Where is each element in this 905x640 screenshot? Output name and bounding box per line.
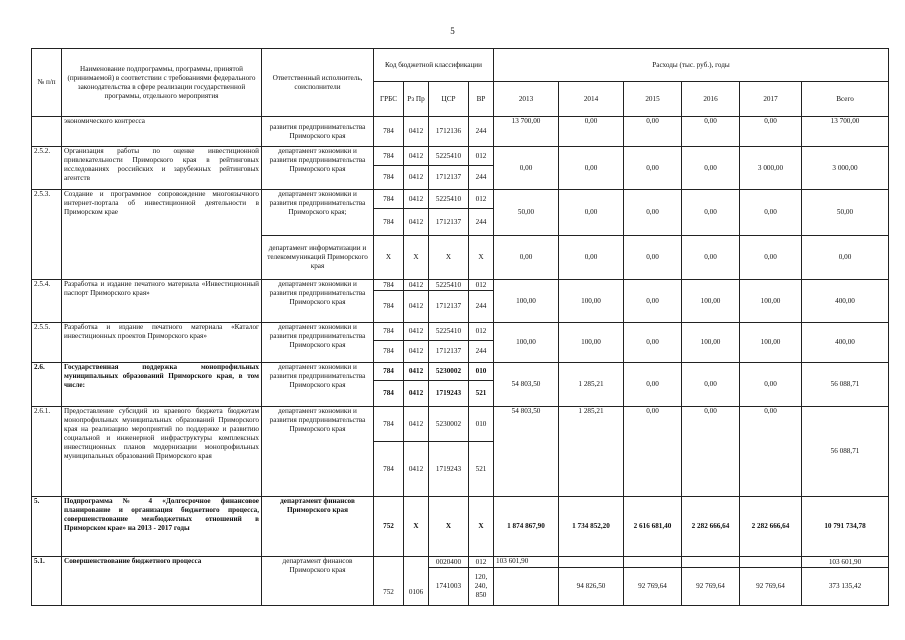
cell-2014 xyxy=(559,557,624,568)
cell-grbs: 752 xyxy=(374,497,404,557)
cell-2014: 100,00 xyxy=(559,323,624,363)
cell-csr: X xyxy=(429,497,469,557)
cell-vr: 012 xyxy=(469,280,494,291)
cell-total: 50,00 xyxy=(802,190,889,236)
cell-total: 3 000,00 xyxy=(802,147,889,190)
cell-executor: департамент финансов Приморского края xyxy=(262,497,374,557)
table-row xyxy=(32,190,889,209)
cell-executor: департамент экономики и развития предпринимательства Приморского края xyxy=(262,147,374,190)
cell-vr: 244 xyxy=(469,209,494,236)
cell-vr: 012 xyxy=(469,147,494,166)
cell-vr: X xyxy=(469,236,494,280)
cell-vr xyxy=(469,568,494,606)
cell-rzpr: 0106 xyxy=(404,557,429,606)
cell-num: 2.5.5. xyxy=(32,323,62,363)
cell-csr: 1719243 xyxy=(429,381,469,407)
cell-2013: 1 874 867,90 xyxy=(494,497,559,557)
cell-2013: 100,00 xyxy=(494,323,559,363)
cell-csr: 5230002 xyxy=(429,363,469,381)
header-2017: 2017 xyxy=(740,82,802,117)
cell-grbs: 784 xyxy=(374,381,404,407)
cell-name: экономического контресса xyxy=(62,117,262,147)
cell-vr: 012 xyxy=(469,557,494,568)
cell-rzpr: 0412 xyxy=(404,381,429,407)
cell-2015 xyxy=(624,557,682,568)
cell-2017: 0,00 xyxy=(740,236,802,280)
cell-csr: 1712136 xyxy=(429,117,469,147)
table-row xyxy=(32,557,889,568)
cell-rzpr: 0412 xyxy=(404,323,429,341)
cell-name: Совершенствование бюджетного процесса xyxy=(62,557,262,606)
header-vr: ВР xyxy=(469,82,494,117)
table-row xyxy=(32,147,889,166)
cell-rzpr: 0412 xyxy=(404,209,429,236)
cell-2016: 100,00 xyxy=(682,280,740,323)
header-2013: 2013 xyxy=(494,82,559,117)
cell-vr: 244 xyxy=(469,117,494,147)
cell-grbs: 784 xyxy=(374,291,404,323)
cell-2015: 0,00 xyxy=(624,407,682,497)
header-rzpr: Рз Пр xyxy=(404,82,429,117)
cell-name: Предоставление субсидий из краевого бюджета бюджетам монопрофильных муниципальных образований Приморского края на реализацию мероприятий по поддержке и развитию социальной и инженерной инфраструктуры комплексных инвестиционных планов модернизации монопрофильных муниципальных образований Приморского края xyxy=(62,407,262,497)
cell-vr: 244 xyxy=(469,341,494,363)
cell-2016: 0,00 xyxy=(682,147,740,190)
vr-code: 120, xyxy=(474,573,488,581)
cell-total: 13 700,00 xyxy=(802,117,889,147)
cell-name: Разработка и издание печатного материала «Каталог инвестиционных проектов Приморского края» xyxy=(62,323,262,363)
cell-total: 400,00 xyxy=(802,323,889,363)
cell-executor: департамент экономики и развития предпринимательства Приморского края xyxy=(262,407,374,497)
cell-total: 10 791 734,78 xyxy=(802,497,889,557)
header-name: Наименование подпрограммы, программы, принятой (принимаемой) в соответствии с требованиями федерального законодательства в сфере реализации государственной программы, отдельного мероприятия xyxy=(62,49,262,117)
cell-csr: 5225410 xyxy=(429,147,469,166)
table-row xyxy=(32,407,889,442)
cell-2014: 0,00 xyxy=(559,117,624,147)
cell-executor: департамент информатизации и телекоммуникаций Приморского края xyxy=(262,236,374,280)
header-2016: 2016 xyxy=(682,82,740,117)
cell-name: Государственная поддержка монопрофильных муниципальных образований Приморского края, в том числе: xyxy=(62,363,262,407)
header-total: Всего xyxy=(802,82,889,117)
cell-2016: 92 769,64 xyxy=(682,568,740,606)
cell-name: Создание и программное сопровождение многоязычного интернет-портала об инвестиционной деятельности в Приморском крае xyxy=(62,190,262,280)
cell-2016: 100,00 xyxy=(682,323,740,363)
cell-executor: департамент экономики и развития предпринимательства Приморского края xyxy=(262,323,374,363)
cell-rzpr: 0412 xyxy=(404,291,429,323)
cell-executor: департамент экономики и развития предпринимательства Приморского края; xyxy=(262,190,374,236)
header-grbs: ГРБС xyxy=(374,82,404,117)
cell-2014: 100,00 xyxy=(559,280,624,323)
cell-2013 xyxy=(494,568,559,606)
header-expenses: Расходы (тыс. руб.), годы xyxy=(494,49,889,82)
cell-csr: 1741003 xyxy=(429,568,469,606)
budget-table xyxy=(31,48,889,606)
cell-total: 56 088,71 xyxy=(802,363,889,407)
cell-grbs: 784 xyxy=(374,209,404,236)
table-row xyxy=(32,497,889,557)
header-num: № п/п xyxy=(32,49,62,117)
cell-num: 2.5.3. xyxy=(32,190,62,280)
cell-2017: 0,00 xyxy=(740,190,802,236)
cell-executor: департамент экономики и развития предпринимательства Приморского края xyxy=(262,363,374,407)
cell-executor: департамент финансов Приморского края xyxy=(262,557,374,606)
cell-vr: 521 xyxy=(469,442,494,497)
header-row xyxy=(32,49,889,82)
header-csr: ЦСР xyxy=(429,82,469,117)
cell-2016: 0,00 xyxy=(682,363,740,407)
cell-executor: развития предпринимательства Приморского края xyxy=(262,117,374,147)
cell-num: 2.6. xyxy=(32,363,62,407)
cell-2014: 1 285,21 xyxy=(559,407,624,497)
cell-2014: 1 285,21 xyxy=(559,363,624,407)
cell-vr: 010 xyxy=(469,363,494,381)
cell-2015: 92 769,64 xyxy=(624,568,682,606)
cell-num: 2.5.4. xyxy=(32,280,62,323)
cell-num: 5.1. xyxy=(32,557,62,606)
cell-grbs: 784 xyxy=(374,147,404,166)
cell-csr: 5230002 xyxy=(429,407,469,442)
cell-2014: 0,00 xyxy=(559,236,624,280)
cell-csr: X xyxy=(429,236,469,280)
cell-2016: 0,00 xyxy=(682,407,740,497)
cell-csr: 5225410 xyxy=(429,323,469,341)
cell-2014: 1 734 852,20 xyxy=(559,497,624,557)
cell-executor: департамент экономики и развития предпринимательства Приморского края xyxy=(262,280,374,323)
cell-grbs: X xyxy=(374,236,404,280)
cell-2016 xyxy=(682,557,740,568)
cell-vr: X xyxy=(469,497,494,557)
cell-2017: 0,00 xyxy=(740,407,802,497)
cell-grbs: 784 xyxy=(374,363,404,381)
table-row xyxy=(32,323,889,341)
header-budget-code: Код бюджетной классификации xyxy=(374,49,494,82)
cell-csr: 1712137 xyxy=(429,209,469,236)
cell-vr: 012 xyxy=(469,323,494,341)
cell-rzpr: 0412 xyxy=(404,117,429,147)
cell-rzpr: 0412 xyxy=(404,442,429,497)
cell-csr: 5225410 xyxy=(429,190,469,209)
cell-grbs: 784 xyxy=(374,117,404,147)
cell-2015: 0,00 xyxy=(624,117,682,147)
table-row xyxy=(32,280,889,291)
page-number: 5 xyxy=(450,26,455,36)
cell-rzpr: 0412 xyxy=(404,280,429,291)
vr-code: 850 xyxy=(475,591,487,599)
cell-rzpr: 0412 xyxy=(404,190,429,209)
cell-vr: 521 xyxy=(469,381,494,407)
cell-rzpr: 0412 xyxy=(404,407,429,442)
cell-vr: 012 xyxy=(469,190,494,209)
cell-num: 5. xyxy=(32,497,62,557)
header-2015: 2015 xyxy=(624,82,682,117)
cell-2017 xyxy=(740,557,802,568)
cell-2017: 100,00 xyxy=(740,323,802,363)
cell-2013: 100,00 xyxy=(494,280,559,323)
cell-rzpr: 0412 xyxy=(404,341,429,363)
cell-2015: 0,00 xyxy=(624,236,682,280)
cell-total: 0,00 xyxy=(802,236,889,280)
cell-2017: 2 282 666,64 xyxy=(740,497,802,557)
cell-total: 103 601,90 xyxy=(802,557,889,568)
cell-grbs: 784 xyxy=(374,341,404,363)
cell-rzpr: 0412 xyxy=(404,363,429,381)
cell-2015: 0,00 xyxy=(624,190,682,236)
cell-2013: 50,00 xyxy=(494,190,559,236)
cell-grbs: 784 xyxy=(374,442,404,497)
cell-2013: 0,00 xyxy=(494,236,559,280)
cell-rzpr: X xyxy=(404,236,429,280)
cell-csr: 5225410 xyxy=(429,280,469,291)
cell-total: 56 088,71 xyxy=(802,407,889,497)
cell-num: 2.5.2. xyxy=(32,147,62,190)
cell-num: 2.6.1. xyxy=(32,407,62,497)
cell-grbs: 784 xyxy=(374,190,404,209)
cell-2015: 0,00 xyxy=(624,147,682,190)
cell-2013: 103 601,90 xyxy=(494,557,559,568)
cell-2016: 0,00 xyxy=(682,190,740,236)
cell-2016: 0,00 xyxy=(682,236,740,280)
cell-2013: 0,00 xyxy=(494,147,559,190)
table-row xyxy=(32,363,889,381)
cell-rzpr: 0412 xyxy=(404,166,429,190)
cell-2014: 0,00 xyxy=(559,147,624,190)
cell-csr: 1712137 xyxy=(429,291,469,323)
cell-csr: 1712137 xyxy=(429,341,469,363)
cell-csr: 1719243 xyxy=(429,442,469,497)
cell-csr: 0020400 xyxy=(429,557,469,568)
cell-2017: 100,00 xyxy=(740,280,802,323)
cell-2017: 92 769,64 xyxy=(740,568,802,606)
cell-2017: 3 000,00 xyxy=(740,147,802,190)
cell-2015: 0,00 xyxy=(624,323,682,363)
cell-csr: 1712137 xyxy=(429,166,469,190)
table-row xyxy=(32,117,889,147)
cell-total: 373 135,42 xyxy=(802,568,889,606)
cell-2015: 0,00 xyxy=(624,363,682,407)
vr-code: 240, xyxy=(474,582,488,590)
cell-num xyxy=(32,117,62,147)
cell-name: Разработка и издание печатного материала «Инвестиционный паспорт Приморского края» xyxy=(62,280,262,323)
cell-2015: 0,00 xyxy=(624,280,682,323)
cell-vr: 244 xyxy=(469,291,494,323)
cell-2017: 0,00 xyxy=(740,363,802,407)
cell-2015: 2 616 681,40 xyxy=(624,497,682,557)
cell-total: 400,00 xyxy=(802,280,889,323)
cell-grbs: 784 xyxy=(374,407,404,442)
cell-grbs: 784 xyxy=(374,323,404,341)
cell-2017: 0,00 xyxy=(740,117,802,147)
cell-name: Организация работы по оценке инвестиционной привлекательности Приморского края в рейтинговых исследованиях российских и зарубежных рейтинговых агентств xyxy=(62,147,262,190)
cell-grbs: 784 xyxy=(374,166,404,190)
cell-rzpr: X xyxy=(404,497,429,557)
cell-grbs: 784 xyxy=(374,280,404,291)
cell-2014: 94 826,50 xyxy=(559,568,624,606)
cell-2013: 54 803,50 xyxy=(494,407,559,497)
cell-name: Подпрограмма № 4 «Долгосрочное финансовое планирование и организация бюджетного процесса, совершенствование межбюджетных отношений в Приморском крае» на 2013 - 2017 годы xyxy=(62,497,262,557)
cell-vr: 010 xyxy=(469,407,494,442)
cell-2014: 0,00 xyxy=(559,190,624,236)
cell-2013: 54 803,50 xyxy=(494,363,559,407)
header-executor: Ответственный исполнитель, соисполнители xyxy=(262,49,374,117)
cell-2016: 2 282 666,64 xyxy=(682,497,740,557)
cell-vr: 244 xyxy=(469,166,494,190)
cell-2016: 0,00 xyxy=(682,117,740,147)
cell-2013: 13 700,00 xyxy=(494,117,559,147)
header-2014: 2014 xyxy=(559,82,624,117)
cell-rzpr: 0412 xyxy=(404,147,429,166)
cell-grbs: 752 xyxy=(374,557,404,606)
